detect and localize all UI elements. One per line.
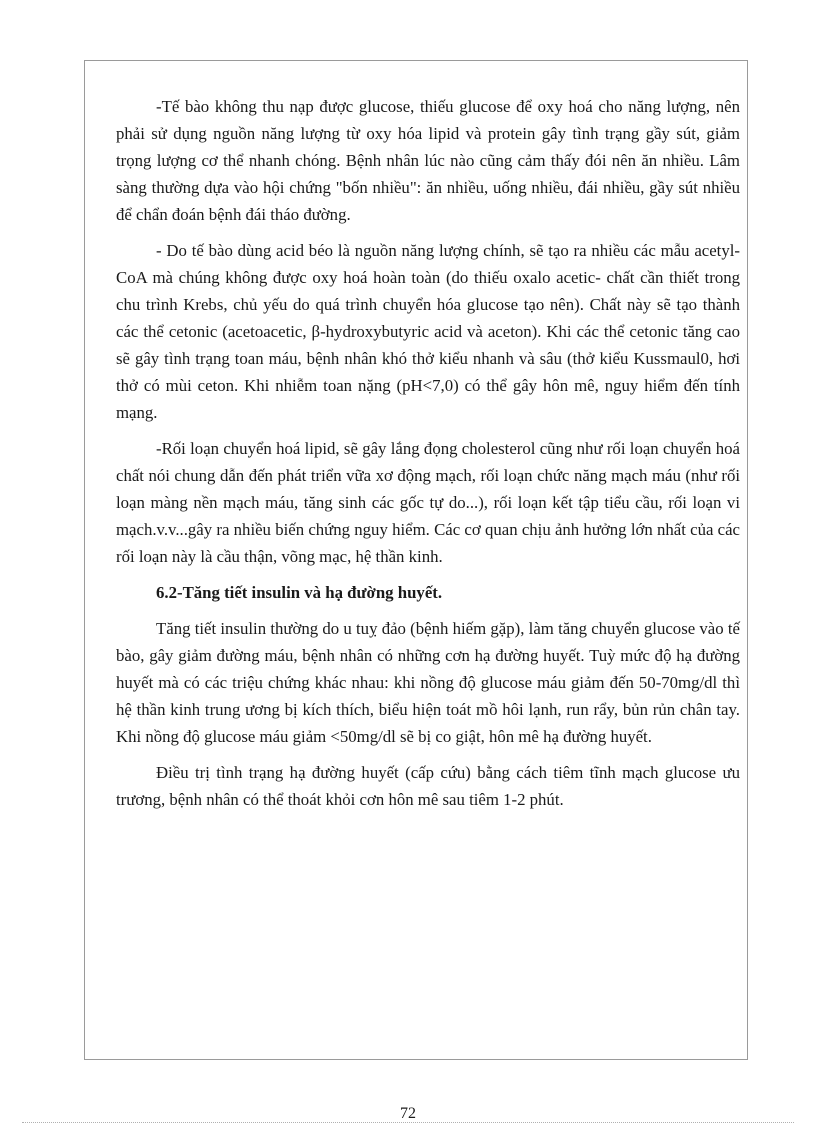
page-number: 72 [400,1105,416,1122]
document-body [116,93,740,822]
paragraph-lipid-disorders: -Rối loạn chuyển hoá lipid, sẽ gây lắng đọng cholesterol cũng như rối loạn chuyển hoá chất nói chung dẫn đến phát triển vữa xơ động mạch, rối loạn chức năng mạch máu (như rối loạn màng nền mạch máu, tăng sinh các gốc tự do...), rối loạn kết tập tiểu cầu, rối loạn vi mạch.v.v...gây ra nhiều biến chứng nguy hiểm. Các cơ quan chịu ảnh hưởng lớn nhất của các rối loạn này là cầu thận, võng mạc, hệ thần kinh. [116,439,740,566]
paragraph-weight-loss: -Tế bào không thu nạp được glucose, thiếu glucose để oxy hoá cho năng lượng, nên phải sử dụng nguồn năng lượng từ oxy hóa lipid và protein gây tình trạng gầy sút, giảm trọng lượng cơ thể nhanh chóng. Bệnh nhân lúc nào cũng cảm thấy đói nên ăn nhiều. Lâm sàng thường dựa vào hội chứng "bốn nhiều": ăn nhiều, uống nhiều, đái nhiều, gầy sút nhiều để chẩn đoán bệnh đái tháo đường. [116,97,740,224]
paragraph-ketoacidosis: - Do tế bào dùng acid béo là nguồn năng lượng chính, sẽ tạo ra nhiều các mẫu acetyl-CoA mà chúng không được oxy hoá hoàn toàn (do thiếu oxalo acetic- chất cần thiết trong chu trình Krebs, chủ yếu do quá trình chuyển hóa glucose tạo nên). Chất này sẽ tạo thành các thể cetonic (acetoacetic, β-hydroxybutyric acid và aceton). Khi các thể cetonic tăng cao sẽ gây tình trạng toan máu, bệnh nhân khó thở kiểu nhanh và sâu (thở kiểu Kussmaul0, hơi thở có mùi ceton. Khi nhiễm toan nặng (pH<7,0) có thể gây hôn mê, nguy hiểm đến tính mạng. [116,241,740,422]
paragraph-hypoglycemia: Tăng tiết insulin thường do u tuỵ đảo (bệnh hiếm gặp), làm tăng chuyển glucose vào tế bào, gây giảm đường máu, bệnh nhân có những cơn hạ đường huyết. Tuỳ mức độ hạ đường huyết mà có các triệu chứng khác nhau: khi nồng độ glucose máu giảm đến 50-70mg/dl thì hệ thần kinh trung ương bị kích thích, biểu hiện toát mồ hôi lạnh, run rẩy, bủn rủn chân tay. Khi nồng độ glucose máu giảm <50mg/dl sẽ bị co giật, hôn mê hạ đường huyết. [116,619,740,746]
paragraph-treatment: Điều trị tình trạng hạ đường huyết (cấp cứu) bằng cách tiêm tĩnh mạch glucose ưu trương, bệnh nhân có thể thoát khỏi cơn hôn mê sau tiêm 1-2 phút. [116,763,740,809]
section-heading: 6.2-Tăng tiết insulin và hạ đường huyết. [156,583,443,602]
